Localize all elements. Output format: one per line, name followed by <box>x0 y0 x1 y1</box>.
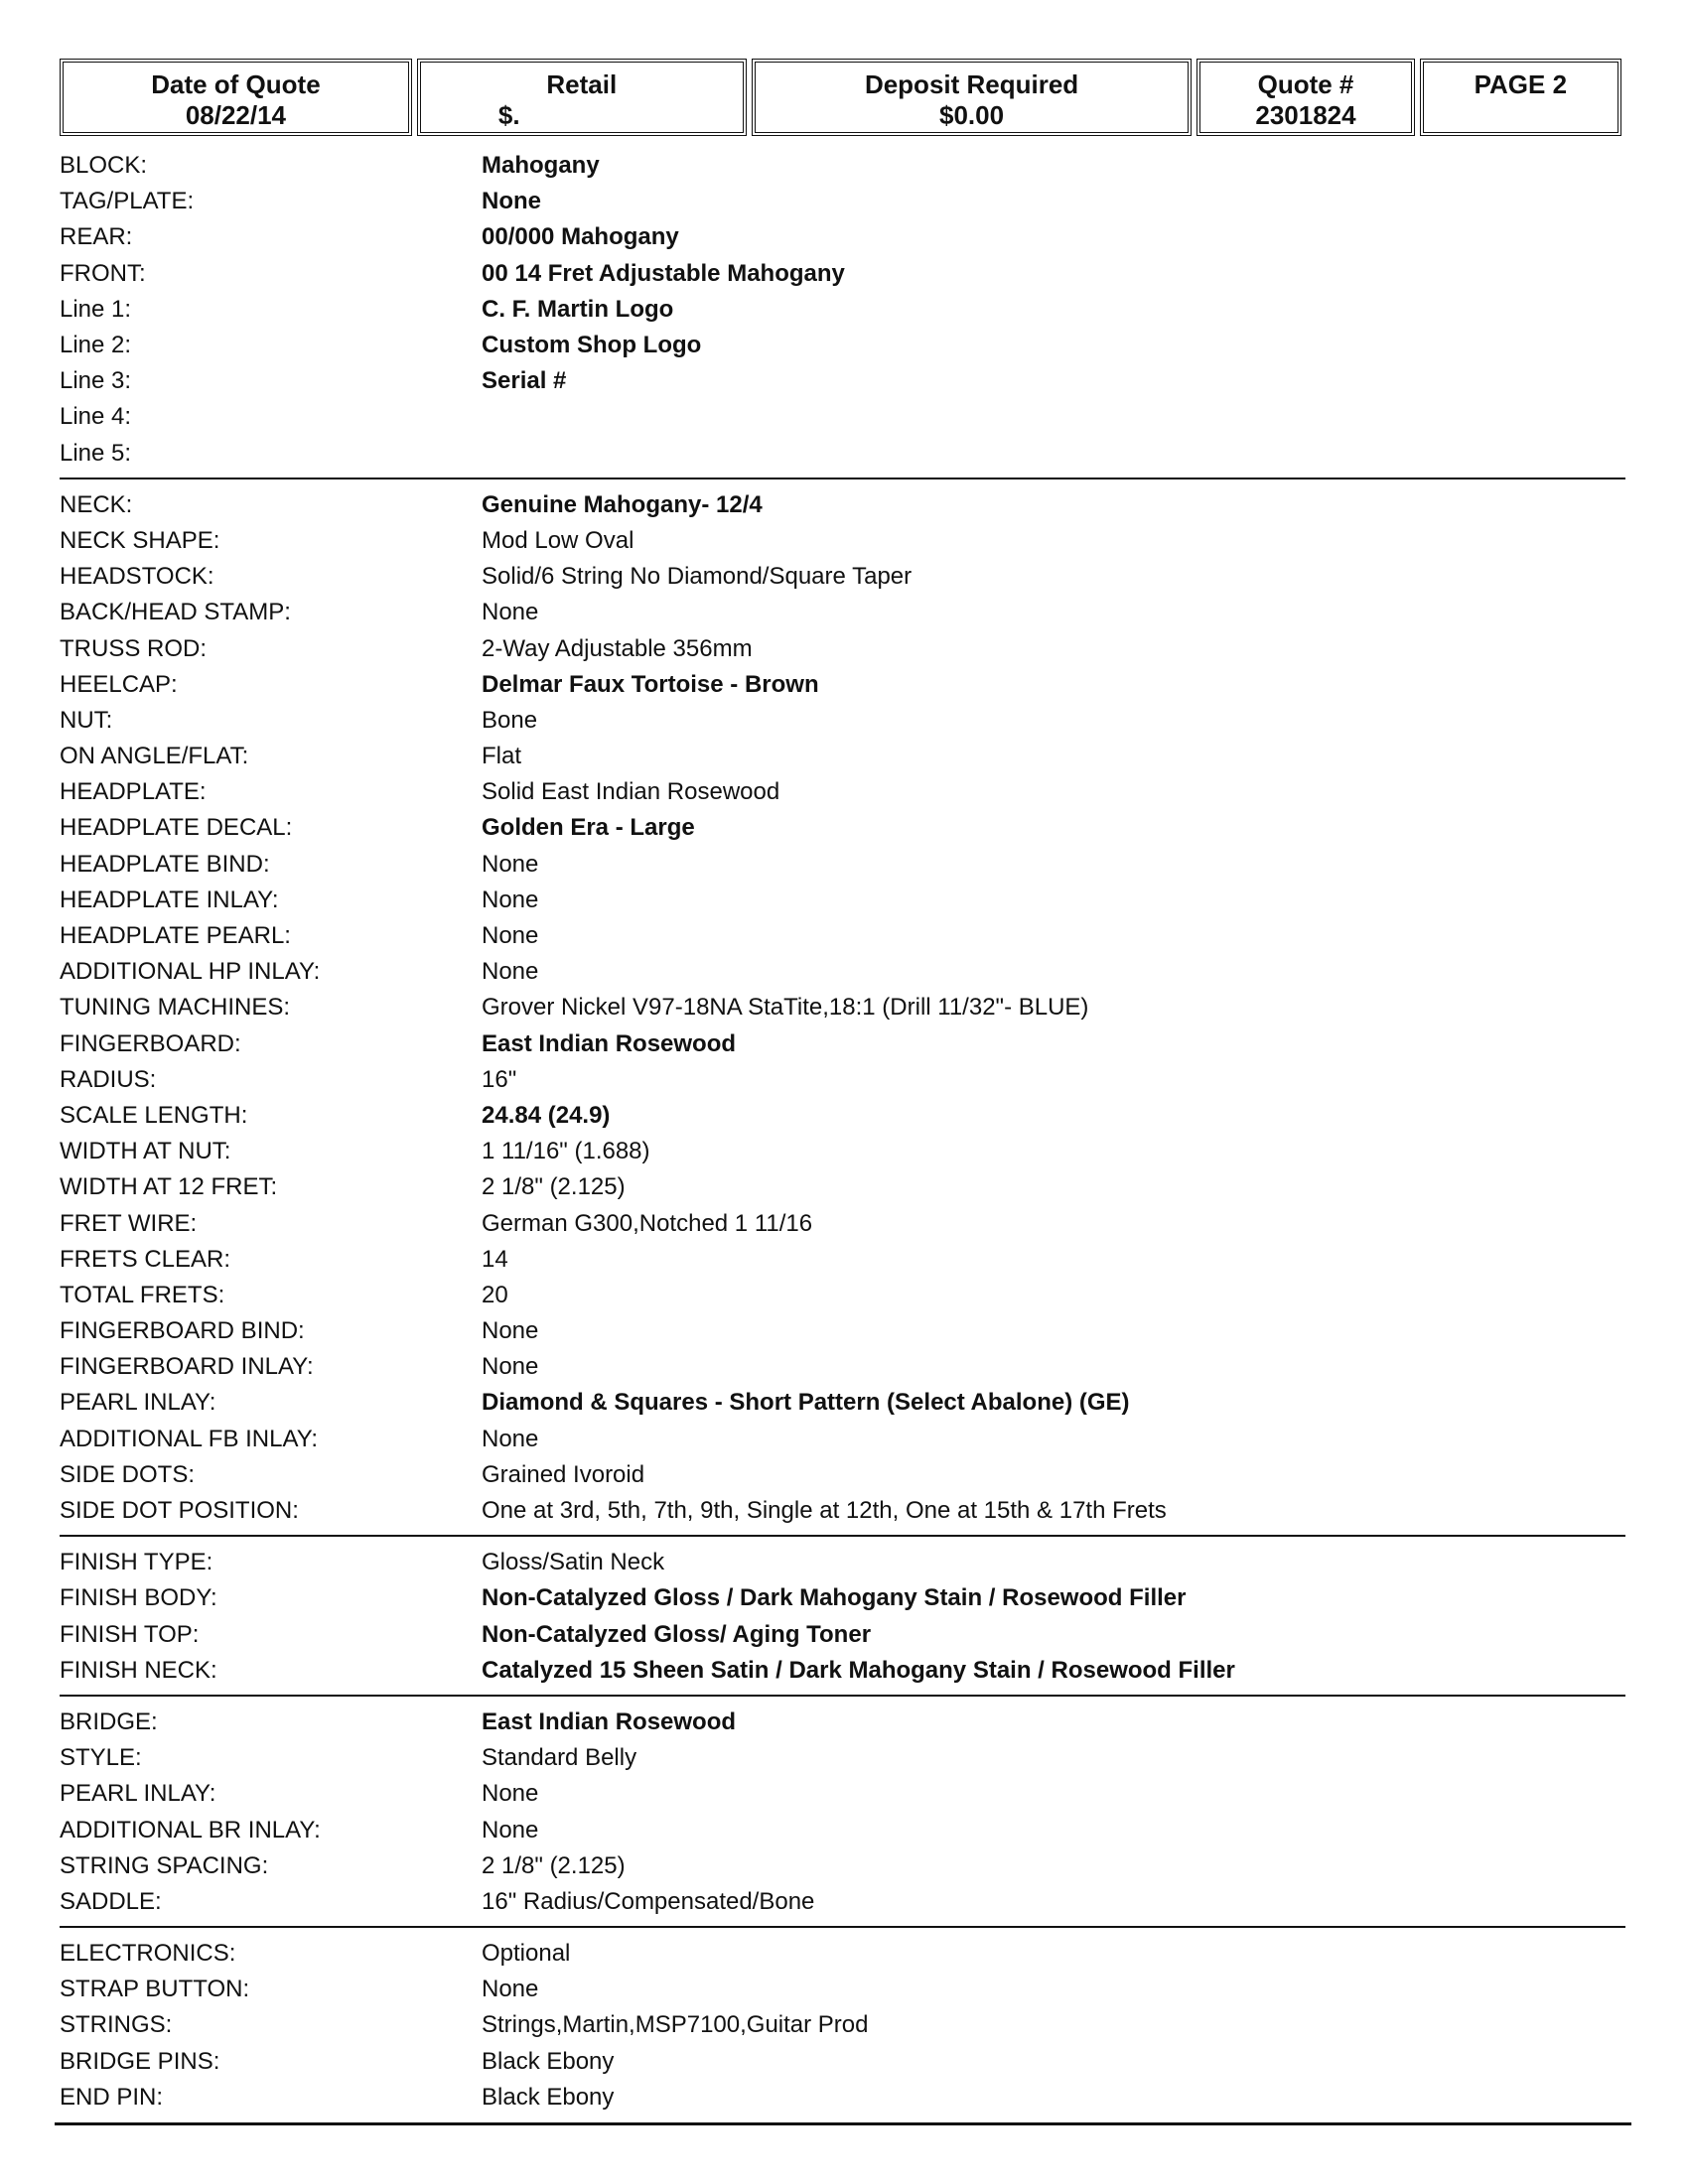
spec-value: Black Ebony <box>482 2047 615 2075</box>
spec-value: 00 14 Fret Adjustable Mahogany <box>482 259 845 287</box>
spec-row <box>60 1884 1625 1920</box>
spec-label: TAG/PLATE: <box>60 188 195 215</box>
finish-section <box>60 1545 1625 1697</box>
spec-row <box>60 219 1625 255</box>
spec-value: Mod Low Oval <box>482 526 634 554</box>
spec-row <box>60 1776 1625 1812</box>
deposit-required-label: Deposit Required <box>864 69 1079 99</box>
bridge-section <box>60 1705 1625 1928</box>
spec-value: None <box>482 1425 539 1452</box>
spec-row <box>60 487 1625 523</box>
spec-label: ADDITIONAL FB INLAY: <box>60 1425 319 1452</box>
spec-row <box>60 1580 1625 1616</box>
spec-value: 1 11/16" (1.688) <box>482 1138 650 1165</box>
spec-value: Mahogany <box>482 152 600 180</box>
spec-value: 14 <box>482 1245 508 1273</box>
date-of-quote-box <box>60 59 412 136</box>
spec-value: None <box>482 922 539 950</box>
spec-value: None <box>482 1816 539 1843</box>
spec-value: None <box>482 850 539 878</box>
spec-label: HEADSTOCK: <box>60 563 214 591</box>
spec-value: Optional <box>482 1940 571 1968</box>
retail-label: Retail <box>546 69 618 99</box>
spec-row <box>60 399 1625 435</box>
spec-row <box>60 1972 1625 2007</box>
quote-number-label: Quote # <box>1257 69 1354 99</box>
deposit-required-box <box>752 59 1193 136</box>
spec-label: STYLE: <box>60 1744 142 1772</box>
spec-row <box>60 1545 1625 1580</box>
spec-value: Black Ebony <box>482 2083 615 2111</box>
spec-row <box>60 2080 1625 2116</box>
spec-value: 00/000 Mahogany <box>482 223 679 251</box>
spec-value: C. F. Martin Logo <box>482 295 674 323</box>
spec-value: Catalyzed 15 Sheen Satin / Dark Mahogany Stain / Rosewood Filler <box>482 1656 1235 1684</box>
spec-value: 24.84 (24.9) <box>482 1101 611 1129</box>
spec-label: ADDITIONAL HP INLAY: <box>60 958 321 986</box>
spec-label: SIDE DOT POSITION: <box>60 1497 299 1525</box>
spec-value: None <box>482 599 539 626</box>
spec-value: East Indian Rosewood <box>482 1029 737 1057</box>
spec-label: BRIDGE: <box>60 1707 158 1735</box>
spec-row <box>60 630 1625 666</box>
spec-row <box>60 1653 1625 1689</box>
spec-value: None <box>482 1317 539 1345</box>
spec-value: Non-Catalyzed Gloss / Dark Mahogany Stain / Rosewood Filler <box>482 1584 1187 1612</box>
spec-row <box>60 436 1625 472</box>
spec-label: WIDTH AT 12 FRET: <box>60 1173 278 1201</box>
block-section <box>60 148 1625 479</box>
spec-label: FINGERBOARD: <box>60 1029 241 1057</box>
retail-box <box>417 59 747 136</box>
spec-value: 16" <box>482 1065 517 1093</box>
spec-row <box>60 1062 1625 1098</box>
spec-row <box>60 810 1625 846</box>
date-of-quote-value: 08/22/14 <box>185 100 287 130</box>
spec-label: HEADPLATE PEARL: <box>60 922 291 950</box>
spec-label: FINISH NECK: <box>60 1656 217 1684</box>
spec-value: 20 <box>482 1281 508 1308</box>
hardware-section <box>60 1936 1625 2121</box>
spec-row <box>60 954 1625 990</box>
spec-row <box>60 739 1625 774</box>
spec-row <box>60 1705 1625 1740</box>
quote-header <box>60 59 1621 136</box>
spec-label: Line 3: <box>60 367 132 395</box>
spec-row <box>60 2007 1625 2043</box>
spec-value: Diamond & Squares - Short Pattern (Select Abalone) (GE) <box>482 1389 1130 1417</box>
spec-row <box>60 1936 1625 1972</box>
spec-row <box>60 1457 1625 1493</box>
spec-value: None <box>482 188 541 215</box>
quote-number-value: 2301824 <box>1255 100 1356 130</box>
spec-label: SCALE LENGTH: <box>60 1101 248 1129</box>
spec-label: TUNING MACHINES: <box>60 994 291 1022</box>
spec-row <box>60 148 1625 184</box>
spec-sheet <box>60 148 1625 2129</box>
spec-label: PEARL INLAY: <box>60 1389 216 1417</box>
spec-label: FINISH BODY: <box>60 1584 217 1612</box>
spec-label: FRET WIRE: <box>60 1209 198 1237</box>
spec-value: Grover Nickel V97-18NA StaTite,18:1 (Drill 11/32"- BLUE) <box>482 994 1089 1022</box>
spec-label: TOTAL FRETS: <box>60 1281 225 1308</box>
spec-label: PEARL INLAY: <box>60 1780 216 1808</box>
spec-row <box>60 595 1625 630</box>
spec-value: 2 1/8" (2.125) <box>482 1173 626 1201</box>
spec-label: STRINGS: <box>60 2011 173 2039</box>
spec-label: NECK SHAPE: <box>60 526 220 554</box>
spec-value: German G300,Notched 1 11/16 <box>482 1209 813 1237</box>
spec-row <box>60 328 1625 363</box>
spec-label: ON ANGLE/FLAT: <box>60 743 249 770</box>
spec-row <box>60 1812 1625 1847</box>
spec-row <box>60 667 1625 703</box>
spec-label: HEELCAP: <box>60 670 178 698</box>
deposit-required-value: $0.00 <box>939 100 1005 130</box>
spec-label: FINISH TOP: <box>60 1620 200 1648</box>
spec-value: Flat <box>482 743 522 770</box>
spec-row <box>60 1134 1625 1169</box>
spec-row <box>60 990 1625 1025</box>
spec-value: Standard Belly <box>482 1744 637 1772</box>
spec-value: None <box>482 958 539 986</box>
spec-label: ADDITIONAL BR INLAY: <box>60 1816 321 1843</box>
spec-value: Golden Era - Large <box>482 814 695 842</box>
spec-label: HEADPLATE INLAY: <box>60 886 279 913</box>
spec-value: Custom Shop Logo <box>482 332 702 359</box>
spec-label: Line 4: <box>60 403 132 431</box>
spec-label: BACK/HEAD STAMP: <box>60 599 291 626</box>
spec-row <box>60 1242 1625 1278</box>
spec-row <box>60 1349 1625 1385</box>
spec-row <box>60 1848 1625 1884</box>
spec-label: STRAP BUTTON: <box>60 1976 250 2003</box>
spec-value: None <box>482 1780 539 1808</box>
spec-label: STRING SPACING: <box>60 1851 269 1879</box>
spec-row <box>60 1422 1625 1457</box>
spec-value: One at 3rd, 5th, 7th, 9th, Single at 12th, One at 15th & 17th Frets <box>482 1497 1167 1525</box>
spec-label: Line 2: <box>60 332 132 359</box>
spec-value: Grained Ivoroid <box>482 1460 645 1488</box>
spec-label: HEADPLATE: <box>60 778 207 806</box>
date-of-quote-label: Date of Quote <box>151 69 321 99</box>
spec-label: END PIN: <box>60 2083 164 2111</box>
spec-row <box>60 883 1625 918</box>
spec-value: 2-Way Adjustable 356mm <box>482 634 753 662</box>
spec-label: FRETS CLEAR: <box>60 1245 231 1273</box>
spec-value: 2 1/8" (2.125) <box>482 1851 626 1879</box>
spec-row <box>60 523 1625 559</box>
spec-label: FINISH TYPE: <box>60 1549 213 1576</box>
spec-label: HEADPLATE DECAL: <box>60 814 293 842</box>
spec-label: FINGERBOARD INLAY: <box>60 1353 314 1381</box>
spec-value: Delmar Faux Tortoise - Brown <box>482 670 819 698</box>
spec-row <box>60 1098 1625 1134</box>
footer-rule <box>55 2122 1631 2125</box>
spec-label: Line 1: <box>60 295 132 323</box>
spec-label: ELECTRONICS: <box>60 1940 236 1968</box>
spec-row <box>60 918 1625 954</box>
spec-row <box>60 1169 1625 1205</box>
spec-row <box>60 1385 1625 1421</box>
spec-label: BRIDGE PINS: <box>60 2047 220 2075</box>
spec-label: SIDE DOTS: <box>60 1460 196 1488</box>
spec-value: None <box>482 1353 539 1381</box>
spec-row <box>60 1493 1625 1529</box>
spec-label: WIDTH AT NUT: <box>60 1138 231 1165</box>
page-number-box <box>1420 59 1621 136</box>
spec-row <box>60 184 1625 219</box>
quote-number-box <box>1196 59 1414 136</box>
spec-value: None <box>482 1976 539 2003</box>
spec-row <box>60 256 1625 292</box>
retail-value: $. <box>497 100 520 130</box>
spec-label: HEADPLATE BIND: <box>60 850 270 878</box>
spec-value: 16" Radius/Compensated/Bone <box>482 1887 815 1915</box>
spec-value: Serial # <box>482 367 567 395</box>
spec-row <box>60 1205 1625 1241</box>
spec-row <box>60 1617 1625 1653</box>
spec-label: NECK: <box>60 490 133 518</box>
spec-value: Solid/6 String No Diamond/Square Taper <box>482 563 913 591</box>
spec-value: Gloss/Satin Neck <box>482 1549 665 1576</box>
neck-section <box>60 487 1625 1537</box>
spec-label: RADIUS: <box>60 1065 157 1093</box>
spec-label: REAR: <box>60 223 133 251</box>
spec-row <box>60 1740 1625 1776</box>
spec-row <box>60 1026 1625 1062</box>
spec-row <box>60 1313 1625 1349</box>
spec-label: SADDLE: <box>60 1887 162 1915</box>
spec-label: FRONT: <box>60 259 146 287</box>
spec-label: FINGERBOARD BIND: <box>60 1317 305 1345</box>
spec-value: None <box>482 886 539 913</box>
spec-value: Genuine Mahogany- 12/4 <box>482 490 763 518</box>
spec-label: Line 5: <box>60 439 132 467</box>
spec-value: Non-Catalyzed Gloss/ Aging Toner <box>482 1620 872 1648</box>
spec-value: East Indian Rosewood <box>482 1707 737 1735</box>
spec-row <box>60 363 1625 399</box>
spec-row <box>60 703 1625 739</box>
spec-label: NUT: <box>60 706 113 734</box>
spec-row <box>60 847 1625 883</box>
spec-value: Strings,Martin,MSP7100,Guitar Prod <box>482 2011 869 2039</box>
spec-value: Bone <box>482 706 538 734</box>
spec-label: BLOCK: <box>60 152 148 180</box>
spec-row <box>60 774 1625 810</box>
page-number-label: PAGE 2 <box>1474 69 1568 99</box>
spec-row <box>60 1278 1625 1313</box>
spec-value: Solid East Indian Rosewood <box>482 778 780 806</box>
spec-row <box>60 292 1625 328</box>
spec-label: TRUSS ROD: <box>60 634 208 662</box>
spec-row <box>60 2044 1625 2080</box>
spec-row <box>60 559 1625 595</box>
